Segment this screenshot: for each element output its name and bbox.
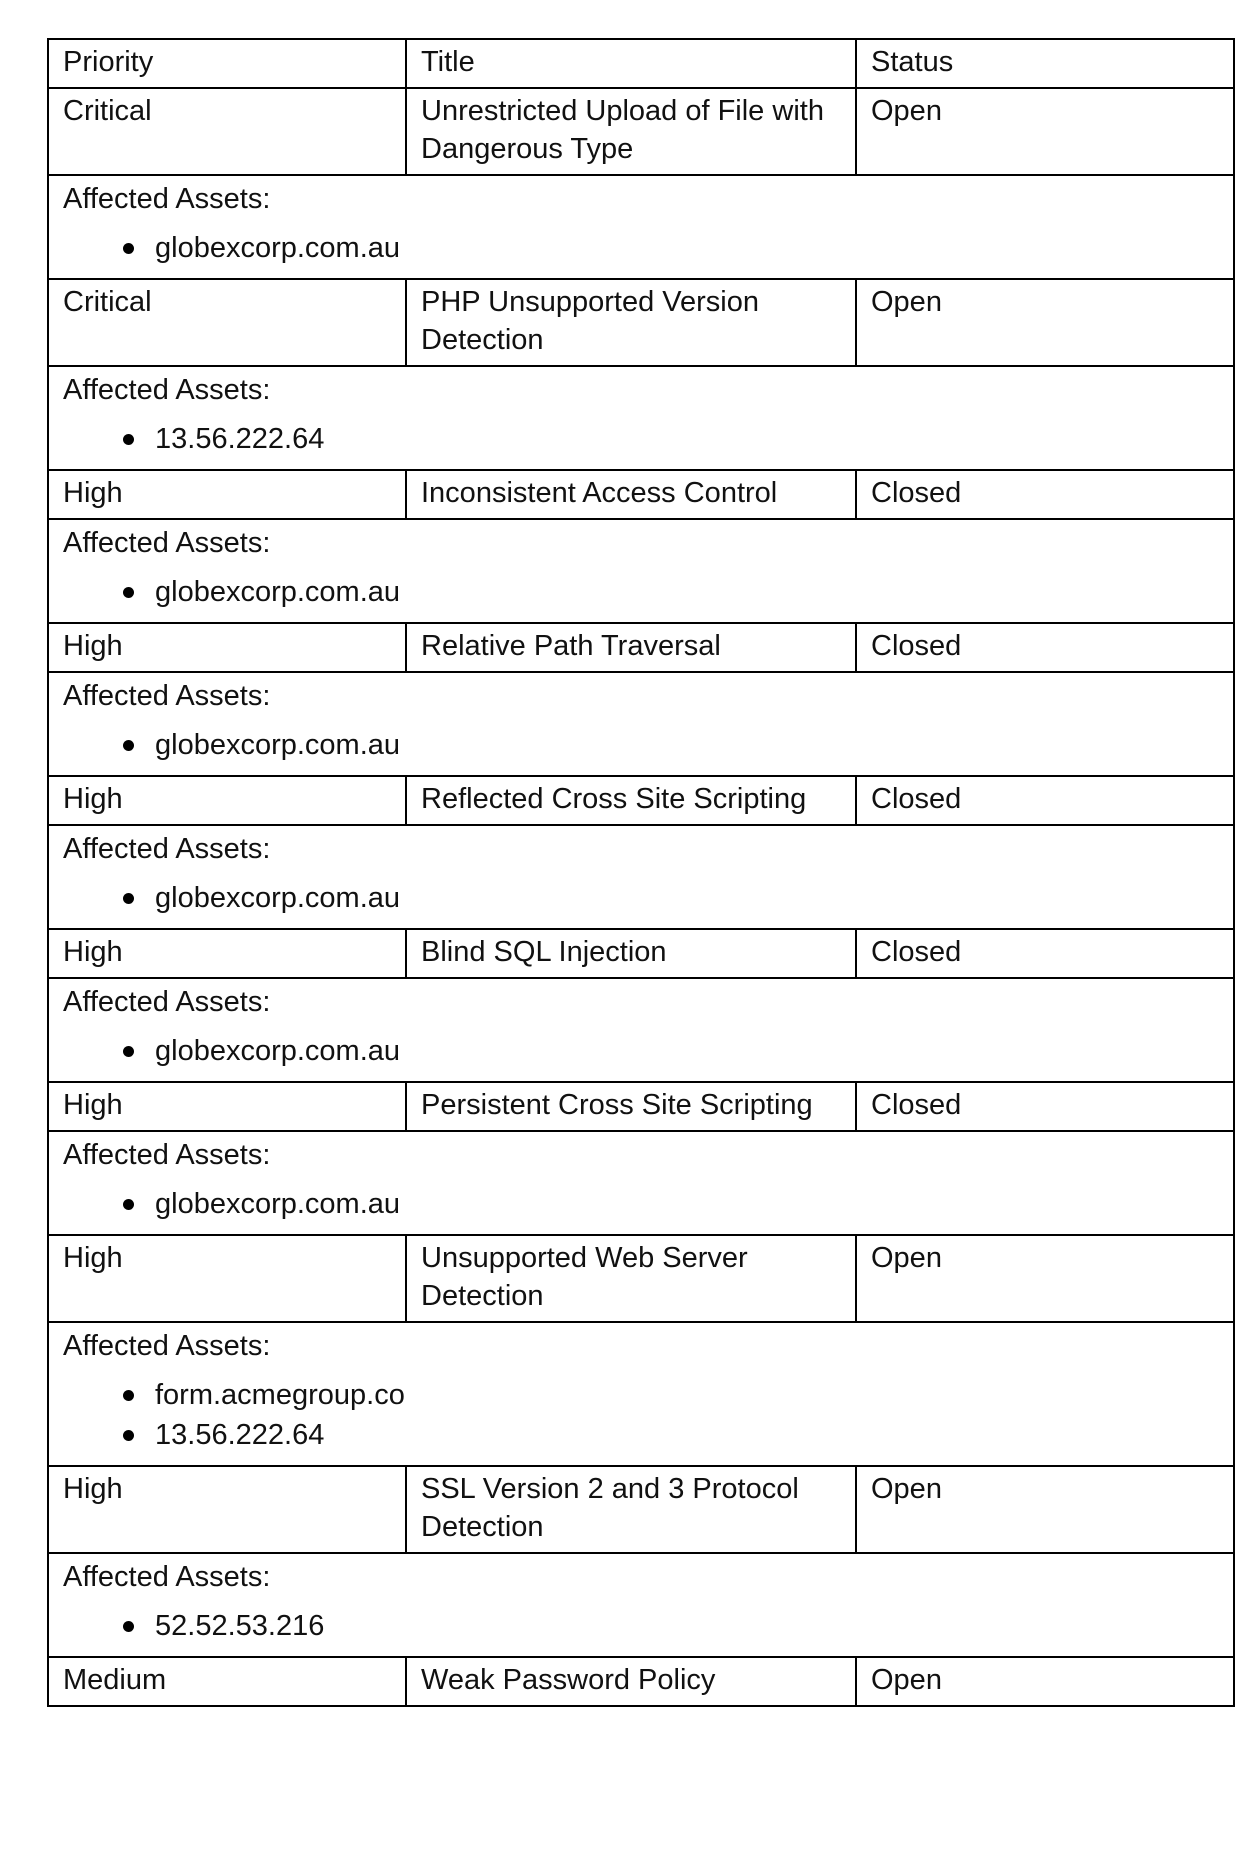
asset-name: 13.56.222.64: [155, 423, 325, 455]
asset-list-item: [123, 1031, 1219, 1071]
title-cell: Inconsistent Access Control: [406, 470, 856, 519]
priority-cell: High: [48, 1235, 406, 1322]
finding-row: [48, 279, 1234, 366]
title-cell: Blind SQL Injection: [406, 929, 856, 978]
finding-row: [48, 776, 1234, 825]
asset-list-item: [123, 1606, 1219, 1646]
affected-assets-label: Affected Assets:: [63, 986, 271, 1018]
affected-assets-cell: [48, 825, 1234, 929]
status-cell: Closed: [856, 929, 1234, 978]
affected-assets-row: [48, 1553, 1234, 1657]
bullet-icon: [123, 434, 134, 445]
affected-assets-row: [48, 175, 1234, 279]
asset-name: globexcorp.com.au: [155, 729, 401, 761]
asset-list-item: [123, 1184, 1219, 1224]
status-cell: Closed: [856, 776, 1234, 825]
affected-assets-row: [48, 672, 1234, 776]
affected-assets-cell: [48, 978, 1234, 1082]
affected-assets-label: Affected Assets:: [63, 1561, 271, 1593]
affected-assets-label: Affected Assets:: [63, 183, 271, 215]
bullet-icon: [123, 740, 134, 751]
asset-name: form.acmegroup.co: [155, 1379, 405, 1411]
affected-assets-cell: [48, 672, 1234, 776]
asset-name: globexcorp.com.au: [155, 232, 401, 264]
finding-row: [48, 929, 1234, 978]
affected-assets-row: [48, 519, 1234, 623]
bullet-icon: [123, 1199, 134, 1210]
finding-row: [48, 470, 1234, 519]
affected-assets-label: Affected Assets:: [63, 527, 271, 559]
asset-name: globexcorp.com.au: [155, 1188, 401, 1220]
title-cell: SSL Version 2 and 3 Protocol Detection: [406, 1466, 856, 1553]
bullet-icon: [123, 587, 134, 598]
asset-list-item: [123, 725, 1219, 765]
affected-assets-row: [48, 366, 1234, 470]
asset-list-item: [123, 1415, 1219, 1455]
asset-list: [63, 419, 1219, 459]
title-cell: Unsupported Web Server Detection: [406, 1235, 856, 1322]
affected-assets-row: [48, 1322, 1234, 1466]
finding-row: [48, 88, 1234, 175]
asset-name: 13.56.222.64: [155, 1419, 325, 1451]
affected-assets-cell: [48, 1553, 1234, 1657]
asset-list: [63, 1375, 1219, 1455]
status-cell: Open: [856, 1235, 1234, 1322]
findings-table-body: [48, 39, 1234, 1706]
priority-cell: Medium: [48, 1657, 406, 1706]
asset-list: [63, 1031, 1219, 1071]
affected-assets-row: [48, 1131, 1234, 1235]
asset-list: [63, 1606, 1219, 1646]
asset-list-item: [123, 419, 1219, 459]
asset-list: [63, 878, 1219, 918]
bullet-icon: [123, 1046, 134, 1057]
asset-list: [63, 228, 1219, 268]
asset-list-item: [123, 228, 1219, 268]
finding-row: [48, 1466, 1234, 1553]
finding-row: [48, 1235, 1234, 1322]
priority-cell: High: [48, 776, 406, 825]
affected-assets-label: Affected Assets:: [63, 680, 271, 712]
priority-cell: Critical: [48, 279, 406, 366]
asset-name: globexcorp.com.au: [155, 576, 401, 608]
title-header: Title: [406, 39, 856, 88]
asset-list: [63, 1184, 1219, 1224]
bullet-icon: [123, 893, 134, 904]
asset-list: [63, 725, 1219, 765]
priority-header: Priority: [48, 39, 406, 88]
title-cell: PHP Unsupported Version Detection: [406, 279, 856, 366]
status-cell: Open: [856, 88, 1234, 175]
asset-name: globexcorp.com.au: [155, 1035, 401, 1067]
status-cell: Closed: [856, 623, 1234, 672]
finding-row: [48, 1657, 1234, 1706]
bullet-icon: [123, 1621, 134, 1632]
asset-name: 52.52.53.216: [155, 1610, 325, 1642]
affected-assets-cell: [48, 175, 1234, 279]
asset-list: [63, 572, 1219, 612]
affected-assets-label: Affected Assets:: [63, 374, 271, 406]
priority-cell: High: [48, 1082, 406, 1131]
finding-row: [48, 623, 1234, 672]
finding-row: [48, 1082, 1234, 1131]
affected-assets-label: Affected Assets:: [63, 1330, 271, 1362]
header-row: [48, 39, 1234, 88]
findings-table: [47, 38, 1235, 1707]
status-cell: Closed: [856, 470, 1234, 519]
status-cell: Open: [856, 1657, 1234, 1706]
affected-assets-cell: [48, 1131, 1234, 1235]
affected-assets-row: [48, 825, 1234, 929]
priority-cell: High: [48, 623, 406, 672]
affected-assets-cell: [48, 519, 1234, 623]
affected-assets-cell: [48, 366, 1234, 470]
title-cell: Reflected Cross Site Scripting: [406, 776, 856, 825]
title-cell: Persistent Cross Site Scripting: [406, 1082, 856, 1131]
priority-cell: High: [48, 1466, 406, 1553]
priority-cell: High: [48, 929, 406, 978]
asset-list-item: [123, 572, 1219, 612]
status-cell: Open: [856, 279, 1234, 366]
asset-list-item: [123, 878, 1219, 918]
title-cell: Weak Password Policy: [406, 1657, 856, 1706]
status-cell: Open: [856, 1466, 1234, 1553]
status-header: Status: [856, 39, 1234, 88]
bullet-icon: [123, 243, 134, 254]
priority-cell: High: [48, 470, 406, 519]
bullet-icon: [123, 1430, 134, 1441]
asset-name: globexcorp.com.au: [155, 882, 401, 914]
title-cell: Unrestricted Upload of File with Dangerous Type: [406, 88, 856, 175]
title-cell: Relative Path Traversal: [406, 623, 856, 672]
bullet-icon: [123, 1390, 134, 1401]
status-cell: Closed: [856, 1082, 1234, 1131]
affected-assets-label: Affected Assets:: [63, 1139, 271, 1171]
affected-assets-row: [48, 978, 1234, 1082]
asset-list-item: [123, 1375, 1219, 1415]
priority-cell: Critical: [48, 88, 406, 175]
affected-assets-label: Affected Assets:: [63, 833, 271, 865]
affected-assets-cell: [48, 1322, 1234, 1466]
